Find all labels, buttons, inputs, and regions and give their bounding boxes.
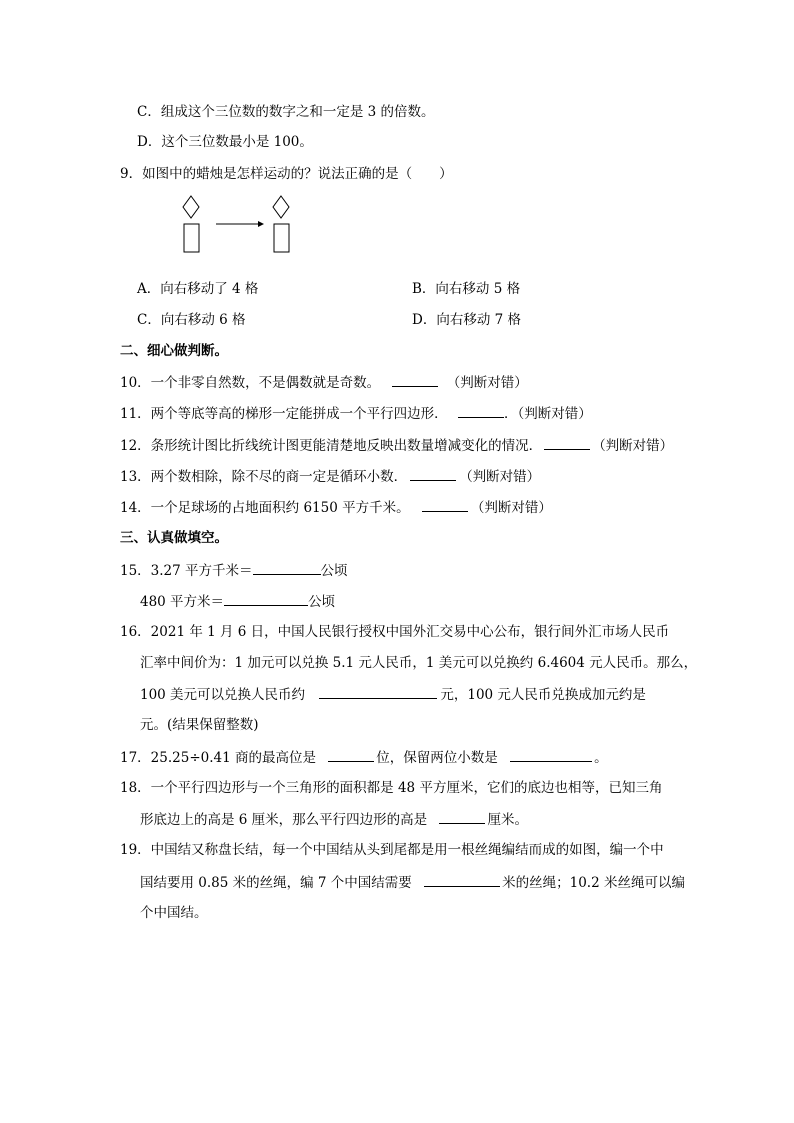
q12-text: 12．条形统计图比折线统计图更能清楚地反映出数量增减变化的情况． (120, 438, 543, 454)
q10-text: 10．一个非零自然数，不是偶数就是奇数。 (120, 375, 381, 391)
q16-line-3-suffix: 元，100 元人民币兑换成加元约是 (440, 687, 646, 703)
q9-option-c: C．向右移动 6 格 (137, 312, 246, 328)
q14 (120, 497, 552, 518)
q13-text: 13．两个数相除，除不尽的商一定是循环小数． (120, 469, 408, 485)
q19-line-2-prefix: 国结要用 0.85 米的丝绳，编 7 个中国结需要 (140, 875, 412, 891)
q18-answer-blank[interactable] (439, 809, 485, 824)
q11 (120, 403, 592, 424)
q15-answer-blank-2[interactable] (224, 591, 308, 606)
q16-line-4: 元。(结果保留整数) (140, 717, 259, 733)
q14-suffix: （判断对错） (470, 500, 552, 516)
q13-suffix: （判断对错） (459, 469, 541, 485)
q18-line-2 (140, 809, 528, 830)
arrow-right-icon (216, 221, 264, 227)
q9-option-a: A．向右移动了 4 格 (137, 281, 259, 297)
q17-middle: 位，保留两位小数是 (376, 750, 498, 766)
q15-unit-1: 公顷 (320, 563, 348, 579)
q10-suffix: （判断对错） (446, 375, 528, 391)
q19-line-2-suffix: 米的丝绳；10.2 米丝绳可以编 (502, 875, 685, 891)
q13-answer-blank[interactable] (410, 466, 456, 481)
q17-suffix: 。 (594, 750, 608, 766)
q17-answer-blank-2[interactable] (510, 747, 592, 762)
q19-answer-blank[interactable] (424, 872, 500, 887)
q18-line-2-suffix: 厘米。 (487, 812, 528, 828)
candle-right (273, 196, 289, 252)
q14-answer-blank[interactable] (422, 497, 468, 512)
q12-suffix: （判断对错） (592, 438, 674, 454)
q16-line-3-prefix: 100 美元可以兑换人民币约 (140, 687, 306, 703)
q13 (120, 466, 540, 487)
q15-line-1 (120, 560, 348, 581)
section-2-title: 二、细心做判断。 (120, 343, 228, 359)
q8-option-d: D．这个三位数最小是 100。 (137, 134, 313, 150)
q10-answer-blank[interactable] (392, 372, 438, 387)
q12 (120, 435, 673, 456)
q16-answer-blank-1[interactable] (319, 684, 437, 699)
q18-line-2-prefix: 形底边上的高是 6 厘米，那么平行四边形的高是 (140, 812, 428, 828)
q17-prefix: 17．25.25÷0.41 商的最高位是 (120, 750, 316, 766)
candle-left (183, 196, 199, 252)
q15-prefix: 15．3.27 平方千米＝ (120, 563, 253, 579)
q9-option-d: D．向右移动 7 格 (412, 312, 521, 328)
q19-line-1: 19．中国结又称盘长结，每一个中国结从头到尾都是用一根丝绳编结而成的如图，编一个中 (120, 842, 664, 858)
q11-suffix: ．（判断对错） (503, 406, 592, 422)
q9-option-b: B．向右移动 5 格 (412, 281, 521, 297)
q10 (120, 372, 528, 393)
q9-stem: 9．如图中的蜡烛是怎样运动的？说法正确的是（ ） (120, 166, 453, 182)
q19-line-2 (140, 872, 685, 893)
q17-answer-blank-1[interactable] (328, 747, 374, 762)
candle-movement-figure (180, 194, 300, 258)
q11-answer-blank[interactable] (458, 403, 504, 418)
q16-line-2: 汇率中间价为：1 加元可以兑换 5.1 元人民币，1 美元可以兑换约 6.4604 元人民币。那么， (140, 655, 698, 671)
q18-line-1: 18．一个平行四边形与一个三角形的面积都是 48 平方厘米，它们的底边也相等，已知三角 (120, 780, 663, 796)
section-3-title: 三、认真做填空。 (120, 530, 228, 546)
q15-unit-2: 公顷 (308, 594, 336, 610)
q15-answer-blank-1[interactable] (253, 560, 321, 575)
q11-text: 11．两个等底等高的梯形一定能拼成一个平行四边形． (120, 406, 448, 422)
q17 (120, 747, 608, 768)
q15-prefix-2: 480 平方米＝ (140, 594, 225, 610)
q16-line-1: 16．2021 年 1 月 6 日，中国人民银行授权中国外汇交易中心公布，银行间外汇市场人民币 (120, 624, 670, 640)
q12-answer-blank[interactable] (544, 435, 590, 450)
q14-text: 14．一个足球场的占地面积约 6150 平方千米。 (120, 500, 410, 516)
q19-line-3: 个中国结。 (140, 905, 208, 921)
q16-line-3 (140, 684, 646, 705)
q8-option-c: C．组成这个三位数的数字之和一定是 3 的倍数。 (137, 104, 435, 120)
q15-line-2 (140, 591, 335, 612)
